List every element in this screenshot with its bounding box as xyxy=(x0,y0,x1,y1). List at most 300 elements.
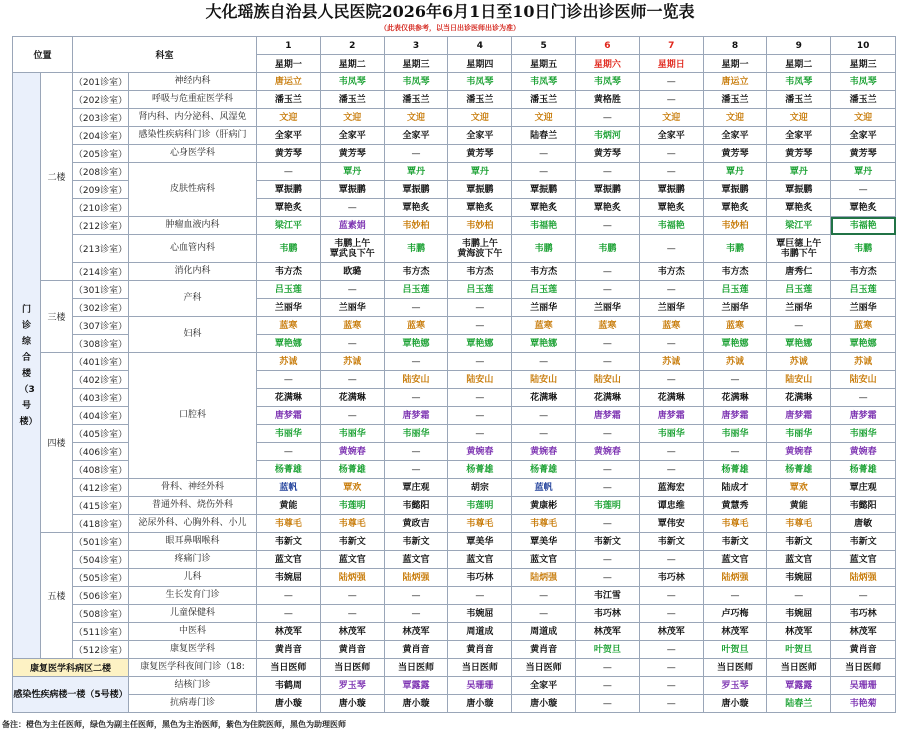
doctor-cell[interactable]: — xyxy=(257,587,321,605)
doctor-cell[interactable]: 韦福艳 xyxy=(831,217,896,235)
doctor-cell[interactable]: 黄芳琴 xyxy=(703,145,767,163)
doctor-cell[interactable]: — xyxy=(639,235,703,263)
doctor-cell[interactable]: — xyxy=(384,389,448,407)
doctor-cell[interactable]: 覃振鹏 xyxy=(320,181,384,199)
doctor-cell[interactable]: 陆春兰 xyxy=(767,695,831,713)
doctor-cell[interactable]: — xyxy=(639,461,703,479)
doctor-cell[interactable]: — xyxy=(639,641,703,659)
doctor-cell[interactable]: 林茂军 xyxy=(384,623,448,641)
doctor-cell[interactable]: 韦妙柏 xyxy=(384,217,448,235)
doctor-cell[interactable]: 文迎 xyxy=(384,109,448,127)
doctor-cell[interactable]: 黄肖音 xyxy=(320,641,384,659)
doctor-cell[interactable]: 陆安山 xyxy=(512,371,576,389)
doctor-cell[interactable]: 欧璐 xyxy=(320,263,384,281)
doctor-cell[interactable]: — xyxy=(767,587,831,605)
doctor-cell[interactable]: 当日医师 xyxy=(767,659,831,677)
doctor-cell[interactable]: — xyxy=(576,659,640,677)
doctor-cell[interactable]: 黄肖音 xyxy=(257,641,321,659)
doctor-cell[interactable]: — xyxy=(320,199,384,217)
doctor-cell[interactable]: 杨菁雄 xyxy=(512,461,576,479)
doctor-cell[interactable]: 唐运立 xyxy=(257,73,321,91)
doctor-cell[interactable]: 唐小璇 xyxy=(512,695,576,713)
doctor-cell[interactable]: 陆安山 xyxy=(448,371,512,389)
doctor-cell[interactable]: 林茂军 xyxy=(576,623,640,641)
doctor-cell[interactable]: 韦新文 xyxy=(384,533,448,551)
doctor-cell[interactable]: — xyxy=(512,425,576,443)
doctor-cell[interactable]: 唐梦霜 xyxy=(639,407,703,425)
doctor-cell[interactable]: — xyxy=(576,425,640,443)
doctor-cell[interactable]: 文迎 xyxy=(831,109,896,127)
doctor-cell[interactable]: 谭忠维 xyxy=(639,497,703,515)
doctor-cell[interactable]: 覃振鹏 xyxy=(512,181,576,199)
doctor-cell[interactable]: 韦新文 xyxy=(320,533,384,551)
doctor-cell[interactable]: 唐小璇 xyxy=(257,695,321,713)
doctor-cell[interactable]: 韦丽华 xyxy=(639,425,703,443)
doctor-cell[interactable]: 韦尊毛 xyxy=(257,515,321,533)
doctor-cell[interactable]: — xyxy=(639,677,703,695)
doctor-cell[interactable]: 韦福艳 xyxy=(512,217,576,235)
doctor-cell[interactable]: 韦鹏 xyxy=(576,235,640,263)
doctor-cell[interactable]: — xyxy=(448,587,512,605)
doctor-cell[interactable]: 黄芳琴 xyxy=(320,145,384,163)
doctor-cell[interactable]: 韦巧林 xyxy=(576,605,640,623)
doctor-cell[interactable]: 覃丹 xyxy=(703,163,767,181)
doctor-cell[interactable]: — xyxy=(639,659,703,677)
doctor-cell[interactable]: 韦江雪 xyxy=(576,587,640,605)
doctor-cell[interactable]: 覃艳娜 xyxy=(384,335,448,353)
doctor-cell[interactable]: — xyxy=(639,91,703,109)
doctor-cell[interactable]: 覃丹 xyxy=(320,163,384,181)
doctor-cell[interactable]: 文迎 xyxy=(512,109,576,127)
doctor-cell[interactable]: 覃艳炙 xyxy=(384,199,448,217)
doctor-cell[interactable]: 黄康彬 xyxy=(512,497,576,515)
doctor-cell[interactable]: 唐小璇 xyxy=(703,695,767,713)
doctor-cell[interactable]: — xyxy=(576,263,640,281)
doctor-cell[interactable]: 全家平 xyxy=(639,127,703,145)
doctor-cell[interactable]: 蓝寒 xyxy=(320,317,384,335)
doctor-cell[interactable]: 韦凤琴 xyxy=(767,73,831,91)
doctor-cell[interactable]: 苏诚 xyxy=(831,353,896,371)
doctor-cell[interactable]: 兰丽华 xyxy=(831,299,896,317)
doctor-cell[interactable]: 韦鹏 xyxy=(384,235,448,263)
doctor-cell[interactable]: 韦方杰 xyxy=(512,263,576,281)
doctor-cell[interactable]: 韦方杰 xyxy=(703,263,767,281)
doctor-cell[interactable]: 蓝寒 xyxy=(384,317,448,335)
doctor-cell[interactable]: 韦莲明 xyxy=(320,497,384,515)
doctor-cell[interactable]: 当日医师 xyxy=(703,659,767,677)
doctor-cell[interactable]: 韦方杰 xyxy=(257,263,321,281)
doctor-cell[interactable]: 韦婉屈 xyxy=(767,605,831,623)
doctor-cell[interactable]: 韦新文 xyxy=(767,533,831,551)
doctor-cell[interactable]: — xyxy=(512,407,576,425)
doctor-cell[interactable]: 陆炳强 xyxy=(320,569,384,587)
doctor-cell[interactable]: 黄芳琴 xyxy=(831,145,896,163)
doctor-cell[interactable]: — xyxy=(576,695,640,713)
doctor-cell[interactable]: 陆炳强 xyxy=(384,569,448,587)
doctor-cell[interactable]: 覃艳炙 xyxy=(639,199,703,217)
doctor-cell[interactable]: 唐运立 xyxy=(703,73,767,91)
doctor-cell[interactable]: 林茂军 xyxy=(703,623,767,641)
doctor-cell[interactable]: 韦新文 xyxy=(703,533,767,551)
doctor-cell[interactable]: 韦方杰 xyxy=(639,263,703,281)
doctor-cell[interactable]: 覃艳娜 xyxy=(448,335,512,353)
doctor-cell[interactable]: — xyxy=(448,389,512,407)
doctor-cell[interactable]: 陆炳强 xyxy=(512,569,576,587)
doctor-cell[interactable]: 蓝寒 xyxy=(576,317,640,335)
doctor-cell[interactable]: — xyxy=(384,353,448,371)
doctor-cell[interactable]: 覃欢 xyxy=(767,479,831,497)
doctor-cell[interactable]: — xyxy=(320,407,384,425)
doctor-cell[interactable]: 林茂军 xyxy=(639,623,703,641)
doctor-cell[interactable]: 黄婉春 xyxy=(576,443,640,461)
doctor-cell[interactable]: 卢巧梅 xyxy=(703,605,767,623)
doctor-cell[interactable]: 陆春兰 xyxy=(512,127,576,145)
doctor-cell[interactable]: — xyxy=(448,425,512,443)
doctor-cell[interactable]: — xyxy=(639,587,703,605)
doctor-cell[interactable]: 覃艳娜 xyxy=(703,335,767,353)
doctor-cell[interactable]: 韦巧林 xyxy=(639,569,703,587)
doctor-cell[interactable]: 覃振鹏 xyxy=(576,181,640,199)
doctor-cell[interactable]: 覃振鹏 xyxy=(448,181,512,199)
doctor-cell[interactable]: 韦丽华 xyxy=(831,425,896,443)
doctor-cell[interactable]: — xyxy=(320,371,384,389)
doctor-cell[interactable]: 林茂军 xyxy=(831,623,896,641)
doctor-cell[interactable]: 潘玉兰 xyxy=(703,91,767,109)
doctor-cell[interactable]: 全家平 xyxy=(384,127,448,145)
doctor-cell[interactable]: 韦凤琴 xyxy=(448,73,512,91)
doctor-cell[interactable]: 陆炳强 xyxy=(703,569,767,587)
doctor-cell[interactable]: 黄能 xyxy=(257,497,321,515)
doctor-cell[interactable]: 当日医师 xyxy=(448,659,512,677)
doctor-cell[interactable]: 杨菁雄 xyxy=(320,461,384,479)
doctor-cell[interactable]: 蓝寒 xyxy=(703,317,767,335)
doctor-cell[interactable]: — xyxy=(384,299,448,317)
doctor-cell[interactable]: 当日医师 xyxy=(512,659,576,677)
doctor-cell[interactable]: 陆炳强 xyxy=(831,569,896,587)
doctor-cell[interactable]: 韦艳菊 xyxy=(831,695,896,713)
doctor-cell[interactable]: — xyxy=(576,335,640,353)
doctor-cell[interactable]: 吕玉莲 xyxy=(384,281,448,299)
doctor-cell[interactable]: 陆安山 xyxy=(831,371,896,389)
doctor-cell[interactable]: 陆安山 xyxy=(576,371,640,389)
doctor-cell[interactable]: 黄婉春 xyxy=(767,443,831,461)
doctor-cell[interactable]: 黄婉春 xyxy=(831,443,896,461)
doctor-cell[interactable]: 当日医师 xyxy=(257,659,321,677)
doctor-cell[interactable]: 杨菁雄 xyxy=(831,461,896,479)
doctor-cell[interactable]: 潘玉兰 xyxy=(767,91,831,109)
doctor-cell[interactable]: 吕玉莲 xyxy=(257,281,321,299)
doctor-cell[interactable]: — xyxy=(703,443,767,461)
doctor-cell[interactable]: 韦凤琴 xyxy=(384,73,448,91)
doctor-cell[interactable]: 韦鹏上午 覃武良下午 xyxy=(320,235,384,263)
doctor-cell[interactable]: 当日医师 xyxy=(320,659,384,677)
doctor-cell[interactable]: 文迎 xyxy=(639,109,703,127)
doctor-cell[interactable]: 韦鹤周 xyxy=(257,677,321,695)
doctor-cell[interactable]: 黄芳琴 xyxy=(448,145,512,163)
doctor-cell[interactable]: 韦懿阳 xyxy=(384,497,448,515)
doctor-cell[interactable]: 唐小璇 xyxy=(320,695,384,713)
doctor-cell[interactable]: 陆安山 xyxy=(767,371,831,389)
doctor-cell[interactable]: — xyxy=(703,587,767,605)
doctor-cell[interactable]: 叶贺旦 xyxy=(767,641,831,659)
doctor-cell[interactable]: 花满琳 xyxy=(767,389,831,407)
doctor-cell[interactable]: 覃丹 xyxy=(448,163,512,181)
doctor-cell[interactable]: 韦凤琴 xyxy=(512,73,576,91)
doctor-cell[interactable]: — xyxy=(512,145,576,163)
doctor-cell[interactable]: 文迎 xyxy=(448,109,512,127)
doctor-cell[interactable]: 覃艳娜 xyxy=(831,335,896,353)
doctor-cell[interactable]: — xyxy=(448,317,512,335)
doctor-cell[interactable]: 花满琳 xyxy=(257,389,321,407)
doctor-cell[interactable]: 吴珊珊 xyxy=(448,677,512,695)
doctor-cell[interactable]: — xyxy=(639,371,703,389)
doctor-cell[interactable]: 韦鹏 xyxy=(512,235,576,263)
doctor-cell[interactable]: 蓝寒 xyxy=(639,317,703,335)
doctor-cell[interactable]: 韦炳河 xyxy=(576,127,640,145)
doctor-cell[interactable]: 覃庄观 xyxy=(384,479,448,497)
doctor-cell[interactable]: — xyxy=(384,605,448,623)
doctor-cell[interactable]: 韦懿阳 xyxy=(831,497,896,515)
doctor-cell[interactable]: 覃伟安 xyxy=(639,515,703,533)
doctor-cell[interactable]: 韦鹏 xyxy=(257,235,321,263)
doctor-cell[interactable]: 唐梦霜 xyxy=(767,407,831,425)
doctor-cell[interactable]: 覃艳炙 xyxy=(512,199,576,217)
doctor-cell[interactable]: 苏诚 xyxy=(703,353,767,371)
doctor-cell[interactable]: — xyxy=(576,217,640,235)
doctor-cell[interactable]: 韦凤琴 xyxy=(576,73,640,91)
doctor-cell[interactable]: — xyxy=(576,677,640,695)
doctor-cell[interactable]: 覃庄观 xyxy=(831,479,896,497)
doctor-cell[interactable]: 韦巧林 xyxy=(831,605,896,623)
doctor-cell[interactable]: 蓝文官 xyxy=(257,551,321,569)
doctor-cell[interactable]: — xyxy=(639,443,703,461)
doctor-cell[interactable]: 吴珊珊 xyxy=(831,677,896,695)
doctor-cell[interactable]: 黄芳琴 xyxy=(767,145,831,163)
doctor-cell[interactable]: — xyxy=(639,163,703,181)
doctor-cell[interactable]: 覃丹 xyxy=(767,163,831,181)
doctor-cell[interactable]: 韦妙柏 xyxy=(703,217,767,235)
doctor-cell[interactable]: 韦新文 xyxy=(639,533,703,551)
doctor-cell[interactable]: 黄能 xyxy=(767,497,831,515)
doctor-cell[interactable]: 韦方杰 xyxy=(384,263,448,281)
doctor-cell[interactable]: — xyxy=(512,353,576,371)
doctor-cell[interactable]: 黄婉春 xyxy=(512,443,576,461)
doctor-cell[interactable]: 韦婉屈 xyxy=(767,569,831,587)
doctor-cell[interactable]: 兰丽华 xyxy=(257,299,321,317)
doctor-cell[interactable]: — xyxy=(512,163,576,181)
doctor-cell[interactable]: — xyxy=(576,551,640,569)
doctor-cell[interactable]: 潘玉兰 xyxy=(831,91,896,109)
doctor-cell[interactable]: 韦新文 xyxy=(576,533,640,551)
doctor-cell[interactable]: 韦鹏上午 黄海波下午 xyxy=(448,235,512,263)
doctor-cell[interactable]: 黄芳琴 xyxy=(257,145,321,163)
doctor-cell[interactable]: 梁江平 xyxy=(767,217,831,235)
doctor-cell[interactable]: 覃艳炙 xyxy=(448,199,512,217)
doctor-cell[interactable]: 唐秀仁 xyxy=(767,263,831,281)
doctor-cell[interactable]: 全家平 xyxy=(831,127,896,145)
doctor-cell[interactable]: 潘玉兰 xyxy=(512,91,576,109)
doctor-cell[interactable]: 杨菁雄 xyxy=(767,461,831,479)
doctor-cell[interactable]: 覃艳娜 xyxy=(257,335,321,353)
doctor-cell[interactable]: 黄格胜 xyxy=(576,91,640,109)
doctor-cell[interactable]: — xyxy=(576,353,640,371)
doctor-cell[interactable]: 叶贺旦 xyxy=(703,641,767,659)
doctor-cell[interactable]: 全家平 xyxy=(448,127,512,145)
doctor-cell[interactable]: 兰丽华 xyxy=(512,299,576,317)
doctor-cell[interactable]: 文迎 xyxy=(320,109,384,127)
doctor-cell[interactable]: 韦婉屈 xyxy=(257,569,321,587)
doctor-cell[interactable]: — xyxy=(320,335,384,353)
doctor-cell[interactable]: 陆成才 xyxy=(703,479,767,497)
doctor-cell[interactable]: 覃振鹏 xyxy=(639,181,703,199)
doctor-cell[interactable]: 覃欢 xyxy=(320,479,384,497)
doctor-cell[interactable]: 覃丹 xyxy=(831,163,896,181)
doctor-cell[interactable]: 覃艳炙 xyxy=(703,199,767,217)
doctor-cell[interactable]: 韦福艳 xyxy=(639,217,703,235)
doctor-cell[interactable]: 韦尊毛 xyxy=(767,515,831,533)
doctor-cell[interactable]: 唐梦霜 xyxy=(257,407,321,425)
doctor-cell[interactable]: 潘玉兰 xyxy=(257,91,321,109)
doctor-cell[interactable]: 蓝文官 xyxy=(448,551,512,569)
doctor-cell[interactable]: 覃艳炙 xyxy=(576,199,640,217)
doctor-cell[interactable]: 韦方杰 xyxy=(831,263,896,281)
doctor-cell[interactable]: 覃艳炙 xyxy=(257,199,321,217)
doctor-cell[interactable]: 蓝文官 xyxy=(831,551,896,569)
doctor-cell[interactable]: 覃振鹏 xyxy=(257,181,321,199)
doctor-cell[interactable]: 花满琳 xyxy=(703,389,767,407)
doctor-cell[interactable]: 花满琳 xyxy=(576,389,640,407)
doctor-cell[interactable]: 唐小璇 xyxy=(384,695,448,713)
doctor-cell[interactable]: 蓝文官 xyxy=(320,551,384,569)
doctor-cell[interactable]: 全家平 xyxy=(512,677,576,695)
doctor-cell[interactable]: — xyxy=(257,605,321,623)
doctor-cell[interactable]: 韦巧林 xyxy=(448,569,512,587)
doctor-cell[interactable]: 林茂军 xyxy=(767,623,831,641)
doctor-cell[interactable]: 周道成 xyxy=(448,623,512,641)
doctor-cell[interactable]: 黄肖音 xyxy=(448,641,512,659)
doctor-cell[interactable]: — xyxy=(576,163,640,181)
doctor-cell[interactable]: 全家平 xyxy=(257,127,321,145)
doctor-cell[interactable]: 韦婉屈 xyxy=(448,605,512,623)
doctor-cell[interactable]: 覃露露 xyxy=(767,677,831,695)
doctor-cell[interactable]: 韦妙柏 xyxy=(448,217,512,235)
doctor-cell[interactable]: 吕玉莲 xyxy=(703,281,767,299)
doctor-cell[interactable]: 韦尊毛 xyxy=(512,515,576,533)
doctor-cell[interactable]: 韦丽华 xyxy=(703,425,767,443)
doctor-cell[interactable]: 韦尊毛 xyxy=(320,515,384,533)
doctor-cell[interactable]: 当日医师 xyxy=(831,659,896,677)
doctor-cell[interactable]: 黄慧秀 xyxy=(703,497,767,515)
doctor-cell[interactable]: 韦鹏 xyxy=(831,235,896,263)
doctor-cell[interactable]: — xyxy=(448,299,512,317)
doctor-cell[interactable]: — xyxy=(576,461,640,479)
doctor-cell[interactable]: 文迎 xyxy=(257,109,321,127)
doctor-cell[interactable]: — xyxy=(320,605,384,623)
doctor-cell[interactable]: 吕玉莲 xyxy=(767,281,831,299)
doctor-cell[interactable]: — xyxy=(831,389,896,407)
doctor-cell[interactable]: 韦莲明 xyxy=(576,497,640,515)
doctor-cell[interactable]: — xyxy=(639,551,703,569)
doctor-cell[interactable]: 韦凤琴 xyxy=(831,73,896,91)
doctor-cell[interactable]: — xyxy=(320,587,384,605)
doctor-cell[interactable]: 韦莲明 xyxy=(448,497,512,515)
doctor-cell[interactable]: — xyxy=(639,335,703,353)
doctor-cell[interactable]: — xyxy=(512,587,576,605)
doctor-cell[interactable]: 唐梦霜 xyxy=(576,407,640,425)
doctor-cell[interactable]: — xyxy=(512,605,576,623)
doctor-cell[interactable]: 覃美华 xyxy=(448,533,512,551)
doctor-cell[interactable]: — xyxy=(448,407,512,425)
doctor-cell[interactable]: 林茂军 xyxy=(257,623,321,641)
doctor-cell[interactable]: 韦丽华 xyxy=(384,425,448,443)
doctor-cell[interactable]: 蓝文官 xyxy=(767,551,831,569)
doctor-cell[interactable]: 兰丽华 xyxy=(703,299,767,317)
doctor-cell[interactable]: 黄婉春 xyxy=(320,443,384,461)
doctor-cell[interactable]: 花满琳 xyxy=(512,389,576,407)
doctor-cell[interactable]: 韦丽华 xyxy=(767,425,831,443)
doctor-cell[interactable]: 吕玉莲 xyxy=(831,281,896,299)
doctor-cell[interactable]: — xyxy=(384,461,448,479)
doctor-cell[interactable]: 黄政吉 xyxy=(384,515,448,533)
doctor-cell[interactable]: — xyxy=(257,371,321,389)
doctor-cell[interactable]: 唐敏 xyxy=(831,515,896,533)
doctor-cell[interactable]: 韦鹏 xyxy=(703,235,767,263)
doctor-cell[interactable]: 蓝文官 xyxy=(384,551,448,569)
doctor-cell[interactable]: — xyxy=(639,281,703,299)
doctor-cell[interactable]: 兰丽华 xyxy=(639,299,703,317)
doctor-cell[interactable]: 苏诚 xyxy=(257,353,321,371)
doctor-cell[interactable]: 梁江平 xyxy=(257,217,321,235)
doctor-cell[interactable]: — xyxy=(639,695,703,713)
doctor-cell[interactable]: 覃振鹏 xyxy=(703,181,767,199)
doctor-cell[interactable]: 韦丽华 xyxy=(320,425,384,443)
doctor-cell[interactable]: — xyxy=(448,353,512,371)
doctor-cell[interactable]: 黄肖音 xyxy=(512,641,576,659)
doctor-cell[interactable]: 兰丽华 xyxy=(767,299,831,317)
doctor-cell[interactable]: 杨菁雄 xyxy=(257,461,321,479)
doctor-cell[interactable]: 蓝寒 xyxy=(512,317,576,335)
doctor-cell[interactable]: — xyxy=(384,587,448,605)
doctor-cell[interactable]: 韦丽华 xyxy=(257,425,321,443)
doctor-cell[interactable]: — xyxy=(576,515,640,533)
doctor-cell[interactable]: 蓝帆 xyxy=(257,479,321,497)
doctor-cell[interactable]: 叶贺旦 xyxy=(576,641,640,659)
doctor-cell[interactable]: 蓝寒 xyxy=(257,317,321,335)
doctor-cell[interactable]: 黄肖音 xyxy=(384,641,448,659)
doctor-cell[interactable]: — xyxy=(639,605,703,623)
doctor-cell[interactable]: — xyxy=(767,317,831,335)
doctor-cell[interactable]: 唐梦霜 xyxy=(384,407,448,425)
doctor-cell[interactable]: — xyxy=(639,73,703,91)
doctor-cell[interactable]: — xyxy=(576,479,640,497)
doctor-cell[interactable]: — xyxy=(384,443,448,461)
doctor-cell[interactable]: 韦尊毛 xyxy=(703,515,767,533)
doctor-cell[interactable]: — xyxy=(831,181,896,199)
doctor-cell[interactable]: 全家平 xyxy=(703,127,767,145)
doctor-cell[interactable]: — xyxy=(257,443,321,461)
doctor-cell[interactable]: — xyxy=(639,145,703,163)
doctor-cell[interactable]: 苏诚 xyxy=(639,353,703,371)
doctor-cell[interactable]: 林茂军 xyxy=(320,623,384,641)
doctor-cell[interactable]: 覃美华 xyxy=(512,533,576,551)
doctor-cell[interactable]: 唐梦霜 xyxy=(831,407,896,425)
doctor-cell[interactable]: — xyxy=(576,569,640,587)
doctor-cell[interactable]: 苏诚 xyxy=(767,353,831,371)
doctor-cell[interactable]: 覃艳炙 xyxy=(831,199,896,217)
doctor-cell[interactable]: 当日医师 xyxy=(384,659,448,677)
doctor-cell[interactable]: 唐梦霜 xyxy=(703,407,767,425)
doctor-cell[interactable]: 罗玉琴 xyxy=(703,677,767,695)
